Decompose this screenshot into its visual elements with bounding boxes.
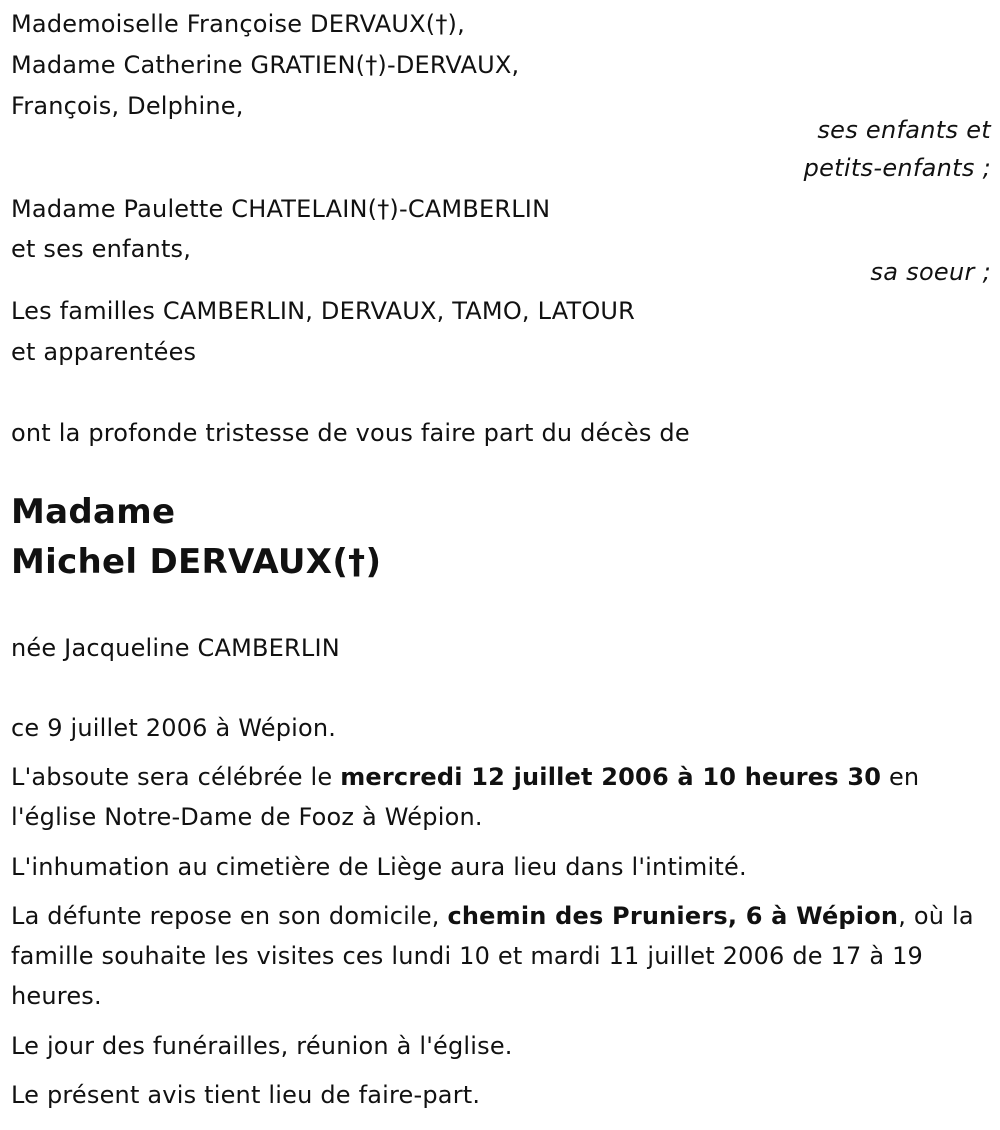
obituary-notice <box>11 0 991 1130</box>
deceased-title: Madame <box>11 492 176 532</box>
family-line-7: et apparentées <box>11 338 197 366</box>
family-line-1: Mademoiselle Françoise DERVAUX(†), <box>11 10 465 38</box>
deceased-name: Michel DERVAUX(†) <box>11 542 382 582</box>
absoute-text-start: L'absoute sera célébrée le <box>11 763 341 791</box>
funerailles-text: Le jour des funérailles, réunion à l'église. <box>11 1032 513 1060</box>
family-line-6: Les familles CAMBERLIN, DERVAUX, TAMO, LATOUR <box>11 297 636 325</box>
role-children-line-2: petits-enfants ; <box>803 154 991 182</box>
repose-text-start: La défunte repose en son domicile, <box>11 902 448 930</box>
family-line-2: Madame Catherine GRATIEN(†)-DERVAUX, <box>11 51 520 79</box>
family-line-3: François, Delphine, <box>11 92 244 120</box>
inhumation-text: L'inhumation au cimetière de Liège aura lieu dans l'intimité. <box>11 853 747 881</box>
faire-part-text: Le présent avis tient lieu de faire-part. <box>11 1081 481 1109</box>
family-line-5: et ses enfants, <box>11 235 192 263</box>
role-sister: sa soeur ; <box>870 258 991 286</box>
deceased-birth-name: née Jacqueline CAMBERLIN <box>11 634 340 662</box>
repose-paragraph <box>11 896 991 1016</box>
role-children-line-1: ses enfants et <box>817 116 991 144</box>
death-date-place: ce 9 juillet 2006 à Wépion. <box>11 714 337 742</box>
family-line-4: Madame Paulette CHATELAIN(†)-CAMBERLIN <box>11 195 551 223</box>
announcement-text: ont la profonde tristesse de vous faire part du décès de <box>11 419 690 447</box>
repose-text-end: , où la famille souhaite les visites ces lundi 10 et mardi 11 juillet 2006 de 17 à 19 heures. <box>11 902 974 1010</box>
absoute-datetime: mercredi 12 juillet 2006 à 10 heures 30 <box>340 763 882 791</box>
absoute-paragraph <box>11 757 991 837</box>
repose-address: chemin des Pruniers, 6 à Wépion <box>447 902 899 930</box>
absoute-text-end: en l'église Notre-Dame de Fooz à Wépion. <box>11 763 920 831</box>
